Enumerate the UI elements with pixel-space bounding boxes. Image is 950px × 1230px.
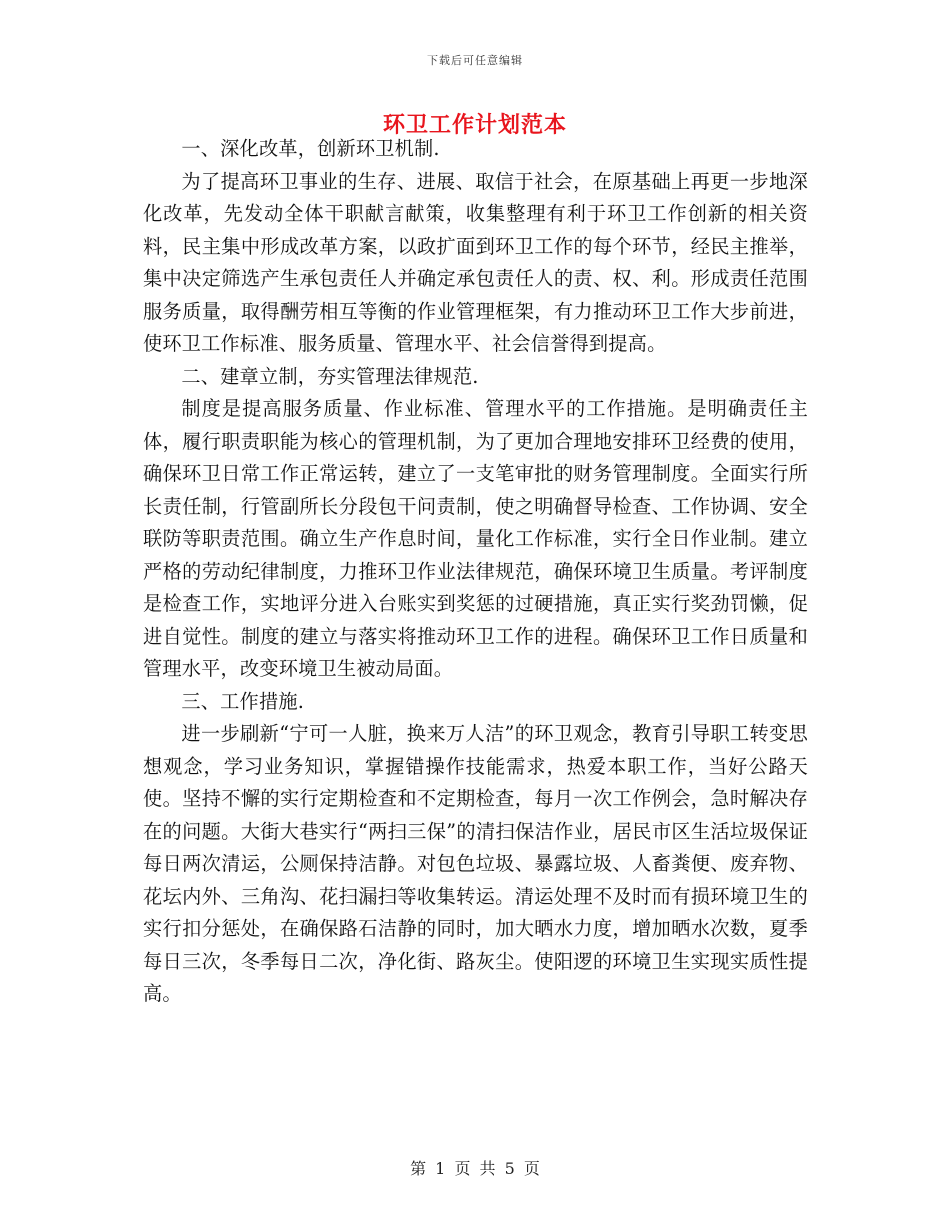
section-heading-1: 一、深化改革，创新环卫机制. (181, 137, 440, 160)
page-header: 下载后可任意编辑 (427, 54, 523, 67)
paragraph-1: 为了提高环卫事业的生存、进展、取信于社会，在原基础上再更一步地深化改革，先发动全体干职献言献策，收集整理有利于环卫工作创新的相关资料，民主集中形成改革方案，以政扩面到环卫工作的每个环节，经民主推举，集中决定筛选产生承包责任人并确定承包责任人的责、权、利。形成责任范围服务质量，取得酬劳相互等衡的作业管理框架，有力推动环卫工作大步前进，使环卫工作标准、服务质量、管理水平、社会信誉得到提高。 (143, 169, 808, 355)
paragraph-3: 进一步刷新“宁可一人脏，换来万人洁”的环卫观念，教育引导职工转变思想观念，学习业务知识，掌握错操作技能需求，热爱本职工作，当好公路天使。坚持不懈的实行定期检查和不定期检查，每月一次工作例会，急时解决存在的问题。大街大巷实行“两扫三保”的清扫保洁作业，居民市区生活垃圾保证每日两次清运，公厕保持洁静。对包色垃圾、暴露垃圾、人畜粪便、废弃物、花坛内外、三角沟、花扫漏扫等收集转运。清运处理不及时而有损环境卫生的实行扣分惩处，在确保路石洁静的同时，加大晒水力度，增加晒水次数，夏季每日三次，冬季每日二次，净化街、路灰尘。使阳逻的环境卫生实现实质性提高。 (143, 722, 808, 1005)
document-body (143, 133, 808, 1011)
section-heading-3: 三、工作措施. (181, 689, 305, 713)
document-title: 环卫工作计划范本 (382, 112, 567, 138)
section-heading-2: 二、建章立制，夯实管理法律规范. (181, 364, 479, 388)
paragraph-2: 制度是提高服务质量、作业标准、管理水平的工作措施。是明确责任主体，履行职责职能为核心的管理机制，为了更加合理地安排环卫经费的使用，确保环卫日常工作正常运转，建立了一支笔审批的财务管理制度。全面实行所长责任制，行管副所长分段包干问责制，使之明确督导检查、工作协调、安全联防等职责范围。确立生产作息时间，量化工作标准，实行全日作业制。建立严格的劳动纪律制度，力推环卫作业法律规范，确保环境卫生质量。考评制度是检查工作，实地评分进入台账实到奖惩的过硬措施，真正实行奖劲罚懒，促进自觉性。制度的建立与落实将推动环卫工作的进程。确保环卫工作日质量和管理水平，改变环境卫生被动局面。 (143, 397, 808, 680)
page-number: 第 1 页 共 5 页 (410, 1159, 540, 1178)
